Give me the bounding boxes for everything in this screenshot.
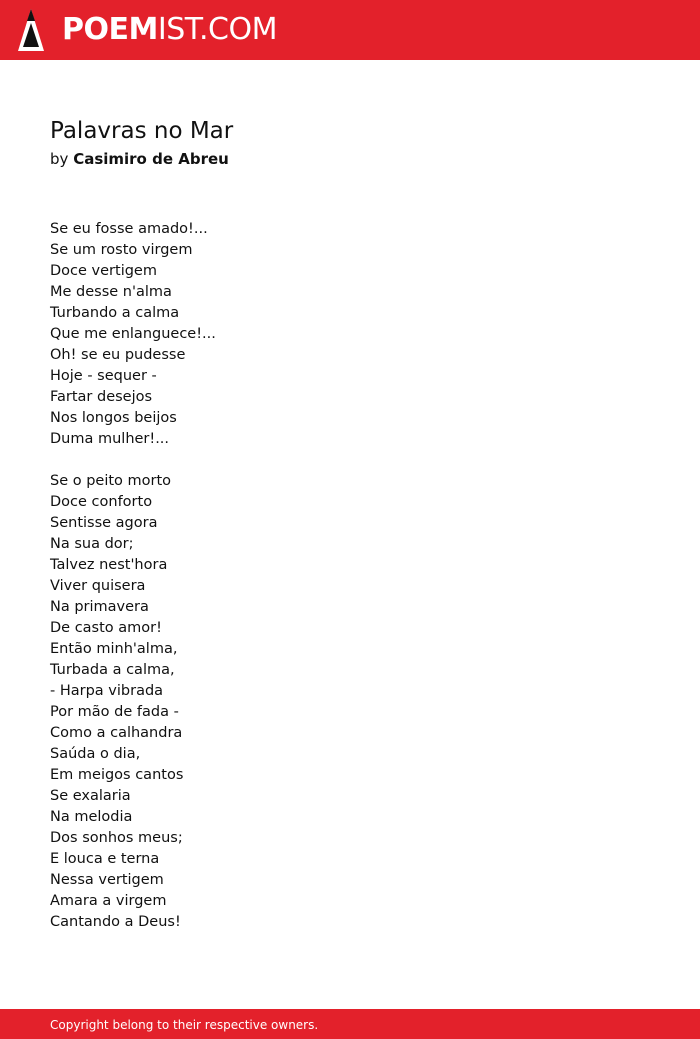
author-name: Casimiro de Abreu (73, 150, 229, 168)
pencil-tip-icon[interactable] (18, 9, 44, 51)
poem-line: Nessa vertigem (50, 872, 164, 888)
poem-line: Sentisse agora (50, 515, 158, 531)
poem-stanza (50, 471, 650, 933)
poem-line: Dos sonhos meus; (50, 830, 183, 846)
poem-line: Como a calhandra (50, 725, 183, 741)
poem-line: Viver quisera (50, 578, 146, 594)
site-footer (0, 1009, 700, 1039)
poem-line: Doce vertigem (50, 263, 157, 279)
by-label: by (50, 150, 69, 168)
poem-line: Se eu fosse amado!... (50, 221, 208, 237)
poem-line: Fartar desejos (50, 389, 153, 405)
poem-line: Hoje - sequer - (50, 368, 157, 384)
poem-line: Turbando a calma (50, 305, 180, 321)
poem-stanza (50, 219, 650, 450)
poem-line: Então minh'alma, (50, 641, 178, 657)
copyright-text: Copyright belong to their respective owners. (50, 1018, 319, 1032)
brand-bold: POEM (62, 12, 158, 47)
poem-line: Em meigos cantos (50, 767, 184, 783)
poem-line: Cantando a Deus! (50, 914, 181, 930)
brand-light: IST.COM (157, 12, 277, 47)
poem-body (50, 219, 650, 954)
site-header (0, 0, 700, 60)
poem-line: Por mão de fada - (50, 704, 179, 720)
poem-line: Na primavera (50, 599, 149, 615)
poem-line: Se exalaria (50, 788, 131, 804)
poem-line: Na sua dor; (50, 536, 134, 552)
poem-line: Na melodia (50, 809, 133, 825)
poem-line: De casto amor! (50, 620, 162, 636)
poem-title: Palavras no Mar (50, 118, 234, 144)
poem-line: Me desse n'alma (50, 284, 172, 300)
poem-line: Nos longos beijos (50, 410, 177, 426)
poem-line: Talvez nest'hora (50, 557, 168, 573)
poem-line: Que me enlanguece!... (50, 326, 216, 342)
poem-line: Amara a virgem (50, 893, 167, 909)
site-logo[interactable] (62, 12, 277, 48)
poem-line: Doce conforto (50, 494, 153, 510)
poem-line: Se um rosto virgem (50, 242, 193, 258)
poem-line: Oh! se eu pudesse (50, 347, 186, 363)
poem-line: Se o peito morto (50, 473, 172, 489)
poem-line: Duma mulher!... (50, 431, 170, 447)
poem-line: Saúda o dia, (50, 746, 141, 762)
poem-line: E louca e terna (50, 851, 160, 867)
byline (50, 148, 229, 170)
poem-line: Turbada a calma, (50, 662, 175, 678)
poem-line: - Harpa vibrada (50, 683, 164, 699)
